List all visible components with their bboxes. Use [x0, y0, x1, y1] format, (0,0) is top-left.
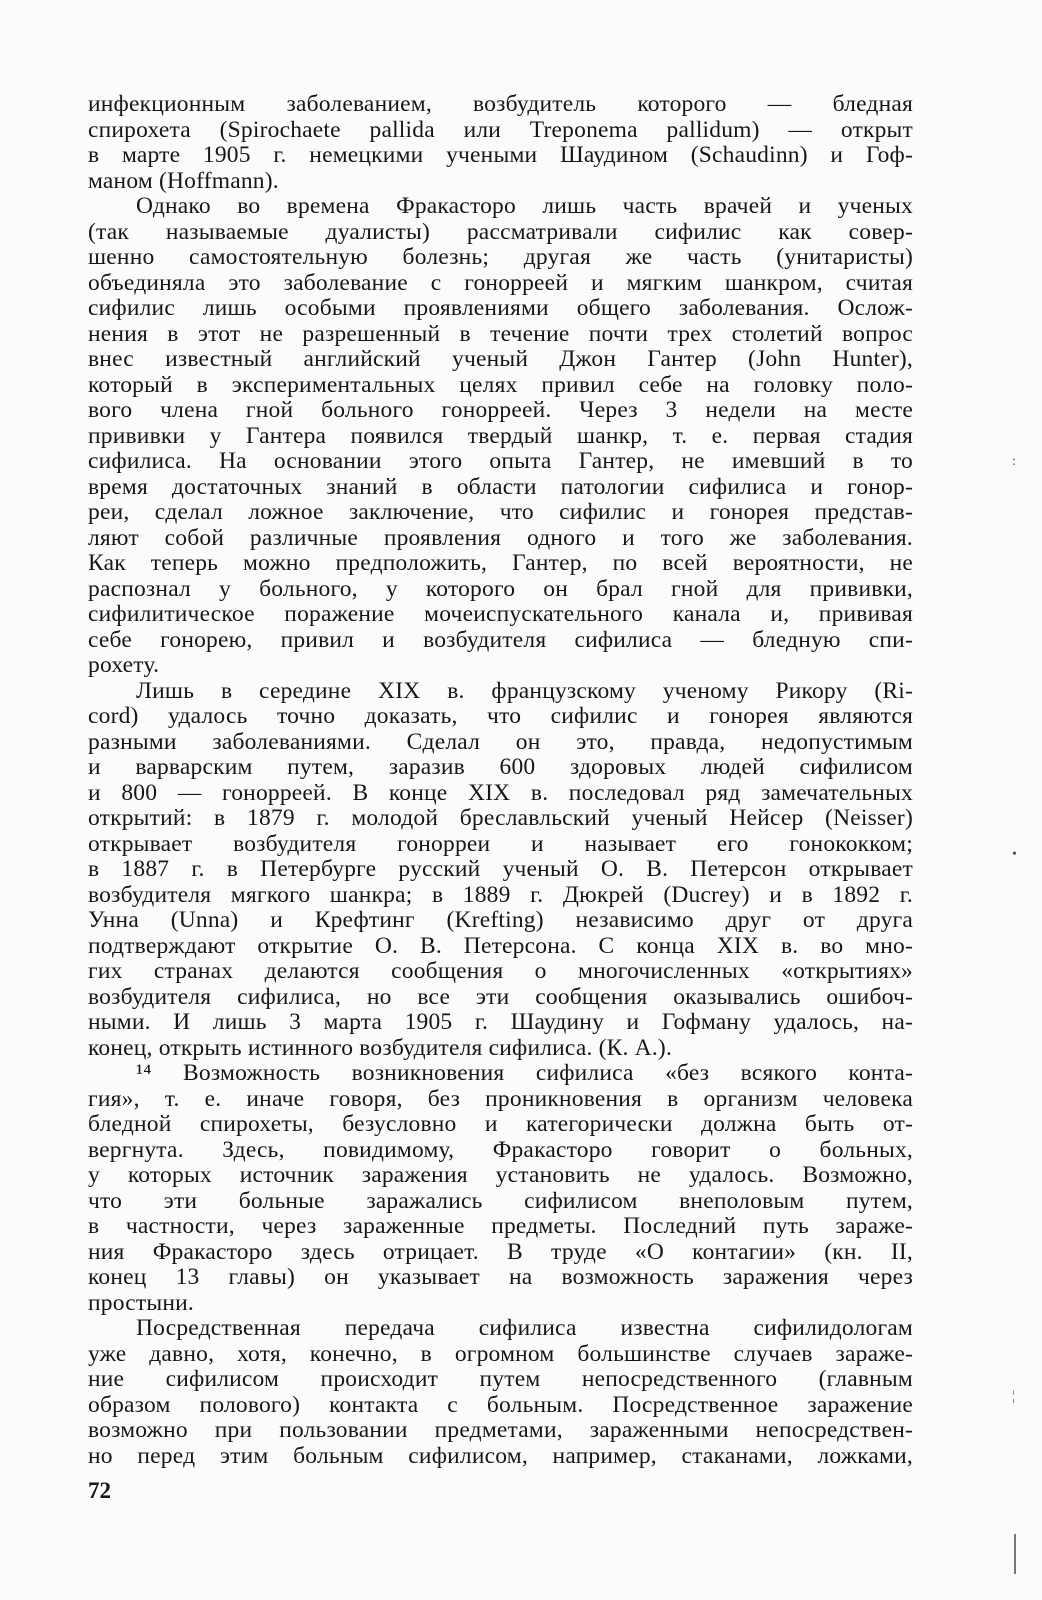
- text-line: время достаточных знаний в области патологии сифилиса и гонор-: [88, 473, 913, 500]
- text-line: возбудителя мягкого шанкра; в 1889 г. Дюкрей (Ducrey) и в 1892 г.: [88, 881, 913, 908]
- text-line: распознал у больного, у которого он брал гной для прививки,: [88, 575, 913, 602]
- margin-scan-line: [1014, 1534, 1016, 1574]
- text-line: инфекционным заболеванием, возбудитель которого — бледная: [88, 91, 913, 117]
- text-line: внес известный английский ученый Джон Гантер (John Hunter),: [88, 346, 913, 372]
- text-line: гия», т. е. иначе говоря, без проникновения в организм человека: [88, 1085, 913, 1112]
- text-line: открывает возбудителя гонорреи и называет его гонококком;: [88, 830, 913, 857]
- page-number: 72: [88, 1478, 111, 1503]
- text-line: прививки у Гантера появился твердый шанкр, т. е. первая стадия: [88, 422, 913, 449]
- text-line: возбудителя сифилиса, но все эти сообщения оказывались ошибоч-: [88, 983, 913, 1010]
- text-line: (так называемые дуалисты) рассматривали сифилис как совер-: [88, 218, 913, 245]
- text-line: нения в этот не разрешенный в течение почти трех столетий вопрос: [88, 320, 913, 347]
- body-text: [88, 92, 913, 1469]
- text-line: Посредственная передача сифилиса известна сифилидологам: [136, 1315, 913, 1341]
- text-line: ляют собой различные проявления одного и того же заболевания.: [88, 524, 913, 551]
- text-line: cord) удалось точно доказать, что сифилис и гонорея являются: [88, 703, 913, 729]
- text-line: рохету.: [88, 652, 160, 678]
- text-line: в частности, через зараженные предметы. Последний путь зараже-: [88, 1213, 913, 1239]
- text-line: образом полового) контакта с больным. Посредственное заражение: [88, 1391, 913, 1418]
- text-line: Однако во времена Фракасторо лишь часть врачей и ученых: [136, 193, 913, 219]
- text-line: и варварским путем, заразив 600 здоровых людей сифилисом: [88, 754, 913, 780]
- text-line: открытий: в 1879 г. молодой бреславльский ученый Нейсер (Neisser): [88, 805, 913, 831]
- text-line: Как теперь можно предположить, Гантер, по всей вероятности, не: [88, 550, 913, 576]
- text-line: Унна (Unna) и Крефтинг (Krefting) независимо друг от друга: [88, 907, 913, 933]
- text-line: ¹⁴ Возможность возникновения сифилиса «без всякого конта-: [136, 1060, 913, 1086]
- text-line: в 1887 г. в Петербурге русский ученый О. В. Петерсон открывает: [88, 856, 913, 882]
- text-line: шенно самостоятельную болезнь; другая же часть (унитаристы): [88, 244, 913, 270]
- margin-speck: :: [1012, 454, 1016, 469]
- text-line: Лишь в середине XIX в. французскому ученому Рикору (Ri-: [136, 677, 913, 704]
- text-line: и 800 — гонорреей. В конце XIX в. последовал ряд замечательных: [88, 779, 913, 806]
- text-line: вого члена гной больного гонорреей. Через 3 недели на месте: [88, 397, 913, 423]
- text-line: сифилис лишь особыми проявлениями общего заболевания. Ослож-: [88, 295, 913, 321]
- text-line: что эти больные заражались сифилисом внеполовым путем,: [88, 1187, 913, 1214]
- text-line: гих странах делаются сообщения о многочисленных «открытиях»: [88, 958, 913, 984]
- text-line: сифилитическое поражение мочеиспускательного канала и, прививая: [88, 601, 913, 627]
- text-line: себе гонорею, привил и возбудителя сифилиса — бледную спи-: [88, 626, 913, 653]
- text-line: ния Фракасторо здесь отрицает. В труде «О контагии» (кн. II,: [88, 1238, 913, 1265]
- text-line: вергнута. Здесь, повидимому, Фракасторо говорит о больных,: [88, 1136, 913, 1163]
- text-line: конец 13 главы) он указывает на возможность заражения через: [88, 1264, 913, 1290]
- text-line: сифилиса. На основании этого опыта Гантер, не имевший в то: [88, 448, 913, 474]
- margin-speck: ¦: [1012, 1389, 1015, 1404]
- text-line: маном (Hoffmann).: [88, 167, 279, 194]
- text-line: ние сифилисом происходит путем непосредственного (главным: [88, 1366, 913, 1392]
- text-line: бледной спирохеты, безусловно и категорически должна быть от-: [88, 1111, 913, 1137]
- text-line: реи, сделал ложное заключение, что сифилис и гонорея представ-: [88, 499, 913, 525]
- margin-speck: •: [1012, 847, 1017, 862]
- text-line: но перед этим больным сифилисом, например, стаканами, ложками,: [88, 1442, 913, 1469]
- text-line: конец, открыть истинного возбудителя сифилиса. (К. А.).: [88, 1034, 673, 1061]
- text-line: простыни.: [88, 1289, 194, 1316]
- text-line: подтверждают открытие О. В. Петерсона. С конца XIX в. во мно-: [88, 932, 913, 959]
- text-line: объединяла это заболевание с гонорреей и мягким шанкром, считая: [88, 269, 913, 296]
- text-line: разными заболеваниями. Сделал он это, правда, недопустимым: [88, 728, 913, 755]
- text-line: который в экспериментальных целях привил себе на головку поло-: [88, 371, 913, 398]
- text-line: возможно при пользовании предметами, зараженными непосредствен-: [88, 1417, 913, 1443]
- text-line: в марте 1905 г. немецкими учеными Шаудином (Schaudinn) и Гоф-: [88, 142, 913, 168]
- text-line: ными. И лишь 3 марта 1905 г. Шаудину и Гофману удалось, на-: [88, 1009, 913, 1035]
- text-line: уже давно, хотя, конечно, в огромном большинстве случаев зараже-: [88, 1340, 913, 1367]
- text-line: у которых источник заражения установить не удалось. Возможно,: [88, 1162, 913, 1188]
- text-line: спирохета (Spirochaete pallida или Treponema pallidum) — открыт: [88, 116, 913, 143]
